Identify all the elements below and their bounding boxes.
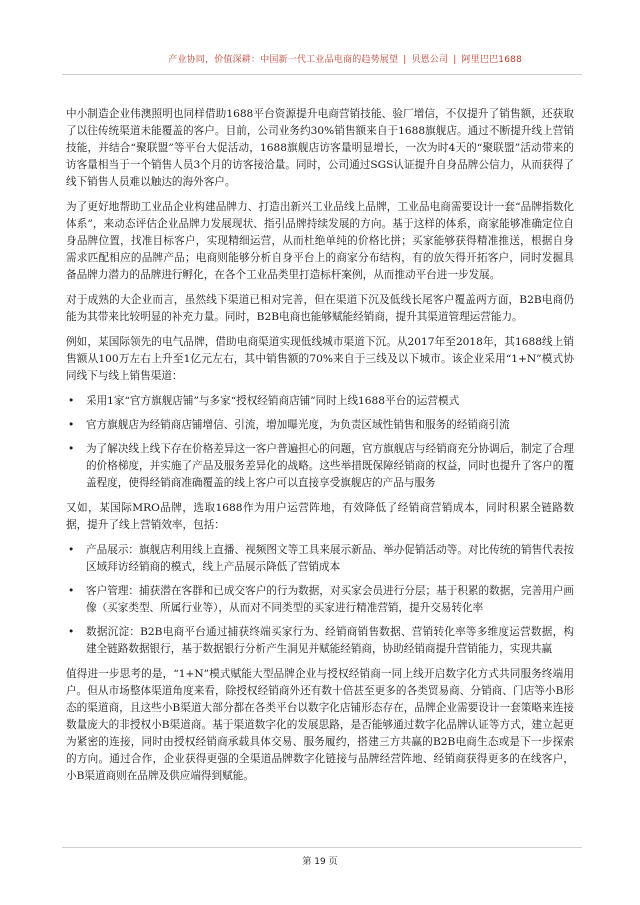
bullet-list-1plusn-model: [66, 393, 574, 492]
bullet-icon: •: [68, 419, 75, 431]
header-publisher-alibaba: 阿里巴巴1688: [461, 55, 522, 65]
list-item: [66, 393, 574, 410]
header-divider: [62, 74, 582, 75]
list-item-text: 采用1家“官方旗舰店铺”与多家“授权经销商店铺”同时上线1688平台的运营模式: [86, 395, 460, 407]
header-report-title: 产业协同，价值深耕：中国新一代工业品电商的趋势展望: [168, 55, 399, 65]
list-item-text: 产品展示：旗舰店利用线上直播、视频图文等工具来展示新品、举办促销活动等。对比传统的销售代表按区域拜访经销商的模式，线上产品展示降低了营销成本: [86, 544, 574, 573]
header-publisher-bain: 贝恩公司: [411, 55, 449, 65]
list-item-text: 为了解决线上线下存在价格差异这一客户普遍担心的问题，官方旗舰店与经销商充分协调后，制定了合理的价格梯度，并实施了产品及服务差异化的战略。这些举措既保障经销商的权益，同时也提升了客户的覆盖程度，使得经销商准确覆盖的线上客户可以直接享受旗舰店的产品与服务: [86, 443, 574, 489]
header-separator: |: [453, 55, 457, 65]
list-item-text: 客户管理：捕获潜在客群和已成交客户的行为数据，对买家会员进行分层；基于积累的数据，完善用户画像（买家类型、所属行业等），从而对不同类型的买家进行精准营销，提升交易转化率: [86, 585, 574, 614]
list-item-text: 数据沉淀：B2B电商平台通过捕获终端买家行为、经销商销售数据、营销转化率等多维度运营数据，构建全链路数据银行，基于数据银行分析产生洞见并赋能经销商，协助经销商提升营销能力，实现共赢: [86, 626, 574, 655]
page-number: 第 19 页: [302, 857, 338, 867]
bullet-list-mro-benefits: [66, 542, 574, 658]
list-item: [66, 441, 574, 492]
list-item: [66, 542, 574, 576]
list-item: [66, 417, 574, 434]
bullet-icon: •: [68, 395, 75, 407]
list-item-text: 官方旗舰店为经销商店铺增信、引流，增加曝光度，为负责区域性销售和服务的经销商引流: [86, 419, 510, 431]
paragraph-brand-index-system: 为了更好地帮助工业品企业构建品牌力、打造出新兴工业品线上品牌，工业品电商需要设计一套“品牌指数化体系”，来动态评估企业品牌力发展现状、指引品牌持续发展的方向。基于这样的体系，商家能够准确定位自身品牌位置，找准目标客户，实现精细运营，从而杜绝单纯的价格比拼；买家能够获得精准推送，根据自身需求匹配相应的品牌产品；电商则能够分析自身平台上的商家分布结构，有的放矢得开拓客户，同时发掘具备品牌力潜力的品牌进行孵化，在各个工业品类里打造标杆案例，从而推动平台进一步发展。: [66, 201, 574, 281]
bullet-icon: •: [68, 443, 75, 455]
paragraph-electrical-brand-example: 例如，某国际领先的电气品牌，借助电商渠道实现低线城市渠道下沉。从2017年至2018年，其1688线上销售额从100万左右上升至1亿元左右，其中销售额的70%来自于三线及以下城市。该企业采用“1+N”模式协同线下与线上销售渠道：: [66, 336, 574, 382]
page-header: [168, 52, 522, 65]
paragraph-weiao-case: 中小制造企业伟澳照明也同样借助1688平台资源提升电商营销技能、验厂增信，不仅提升了销售额，还获取了以往传统渠道未能覆盖的客户。目前，公司业务约30%销售额来自于1688旗舰店。通过不断提升线上营销技能，并结合“聚联盟”等平台大促活动，1688旗舰店访客量明显增长，一次为时4天的“聚联盟”活动带来的访客量相当于一个销售人员3个月的访客接洽量。同时，公司通过SGS认证提升自身品牌公信力，从而获得了线下销售人员难以触达的海外客户。: [66, 108, 574, 188]
footer-divider: [62, 847, 582, 848]
paragraph-further-thinking: 值得进一步思考的是，“1+N”模式赋能大型品牌企业与授权经销商一同上线开启数字化方式共同服务终端用户。但从市场整体渠道角度来看，除授权经销商外还有数十倍甚至更多的各类贸易商、分销商、门店等小B形态的渠道商，且这些小B渠道大部分都在各类平台以数字化店铺形态存在，品牌企业需要设计一套策略来连接数量庞大的非授权小B渠道商。基于渠道数字化的发展思路，是否能够通过数字化品牌认证等方式，建立起更为紧密的连接，同时由授权经销商承载具体交易、服务履约，搭建三方共赢的B2B电商生态或是下一步探索的方向。通过合作，企业获得更强的全渠道品牌数字化链接与品牌经营阵地、经销商获得更多的在线客户，小B渠道商则在品牌及供应端得到赋能。: [66, 668, 574, 782]
article-body: [66, 106, 574, 793]
paragraph-large-enterprises: 对于成熟的大企业而言，虽然线下渠道已相对完善，但在渠道下沉及低线长尾客户覆盖两方面，B2B电商仍能为其带来比较明显的补充力量。同时，B2B电商也能够赋能经销商，提升其渠道管理运营能力。: [66, 294, 574, 323]
list-item: [66, 624, 574, 658]
header-separator: |: [403, 55, 407, 65]
paragraph-mro-brand-example: 又如，某国际MRO品牌，选取1688作为用户运营阵地，有效降低了经销商营销成本，同时积累全链路数据，提升了线上营销效率，包括：: [66, 502, 574, 531]
list-item: [66, 583, 574, 617]
bullet-icon: •: [68, 626, 75, 638]
bullet-icon: •: [68, 585, 75, 597]
bullet-icon: •: [68, 544, 75, 556]
